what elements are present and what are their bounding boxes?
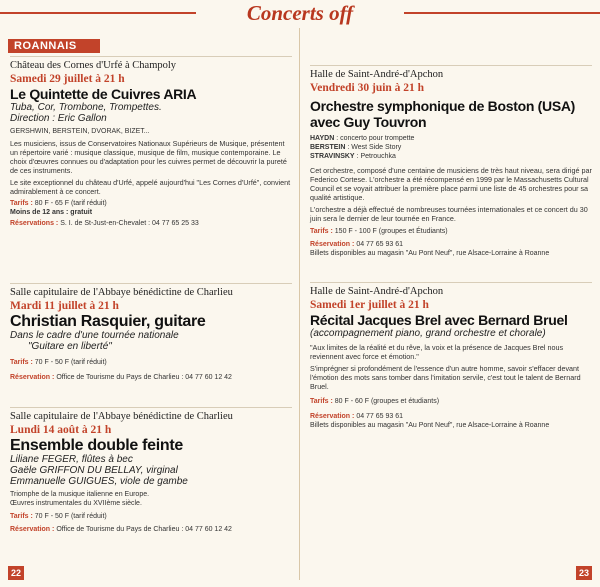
tarifs-value: 150 F - 100 F (groupes et Étudiants) [334, 228, 448, 235]
event-venue: Salle capitulaire de l'Abbaye bénédictine de Charlieu [10, 407, 292, 423]
event-subtitle: Gaële GRIFFON DU BELLAY, virginal [10, 465, 178, 476]
reservation-value: S. I. de St-Just-en-Chevalet : 04 77 65 25 33 [60, 220, 199, 227]
event-venue: Château des Cornes d'Urfé à Champoly [10, 56, 292, 72]
event-venue: Halle de Saint-André-d'Apchon [310, 65, 592, 81]
header-rule-right [404, 12, 600, 14]
event-subtitle: Emmanuelle GUIGUES, viole de gambe [10, 476, 188, 487]
reservation-value: 04 77 65 93 61 [356, 241, 404, 248]
program-work: : Petrouchka [356, 153, 396, 160]
event-reservation [10, 373, 292, 382]
tarifs-label: Tarifs : [310, 398, 333, 405]
event-date: Samedi 1er juillet à 21 h [310, 299, 429, 311]
event-subtitle: (accompagnement piano, grand orchestre et chorale) [310, 328, 546, 339]
tarifs-label: Tarifs : [310, 228, 333, 235]
tarifs-value: 80 F - 65 F (tarif réduit) [34, 200, 107, 207]
event-reservation [310, 240, 592, 249]
event-description: Œuvres instrumentales du XVIIème siècle. [10, 500, 142, 507]
reservation-value: Office de Tourisme du Pays de Charlieu : 04 77 60 12 42 [56, 374, 232, 381]
event-tarifs [310, 227, 592, 236]
tarifs-label: Tarifs : [10, 359, 33, 366]
event-description: L'orchestre a déjà effectué de nombreuses tournées internationales et ce concert du 30 juin sera le dernier de leur tournée en France. [310, 205, 588, 223]
event-date: Mardi 11 juillet à 21 h [10, 300, 119, 312]
event-title: Récital Jacques Brel avec Bernard Bruel [310, 312, 568, 328]
event-venue: Halle de Saint-André-d'Apchon [310, 282, 592, 298]
program-list [310, 134, 592, 161]
event-reservation [10, 219, 292, 228]
event-subtitle: Direction : Eric Gallon [10, 113, 107, 124]
tarifs-value: 70 F - 50 F (tarif réduit) [34, 513, 107, 520]
event-subtitle: Tuba, Cor, Trombone, Trompettes. [10, 102, 162, 113]
event-description: Triomphe de la musique italienne en Europe. [10, 491, 150, 498]
reservation-label: Réservation : [10, 374, 55, 381]
event-tarifs [310, 397, 592, 406]
event-description: S'imprégner si profondément de l'essence d'un autre homme, savoir s'effacer devant l'émotion des mots sans tomber dans l'imitation servile, c'est tout le talent de Bernard Bruel. [310, 364, 581, 391]
region-label: ROANNAIS [8, 39, 100, 53]
reservation-label: Réservation : [310, 413, 355, 420]
reservation-extra: Billets disponibles au magasin "Au Pont Neuf", rue Alsace-Lorraine à Roanne [310, 250, 550, 257]
program-item [310, 134, 592, 143]
page-title: Concerts off [246, 1, 354, 25]
event-tarifs [10, 358, 292, 367]
page-gutter [299, 28, 300, 580]
program-composer: BERSTEIN [310, 144, 346, 151]
reservation-label: Réservation : [10, 526, 55, 533]
program-work: : West Side Story [347, 144, 402, 151]
event-title: Ensemble double feinte [10, 437, 183, 454]
event-venue: Salle capitulaire de l'Abbaye bénédictine de Charlieu [10, 283, 292, 299]
reservation-label: Réservations : [10, 220, 59, 227]
event-card [10, 407, 292, 534]
event-date: Samedi 29 juillet à 21 h [10, 73, 125, 85]
event-card [310, 65, 592, 258]
event-card [310, 282, 592, 430]
tarifs-value: 80 F - 60 F (groupes et étudiants) [334, 398, 440, 405]
tarifs-extra: Moins de 12 ans : gratuit [10, 209, 93, 216]
program-item [310, 152, 592, 161]
reservation-value: 04 77 65 93 61 [356, 413, 404, 420]
program-composer: STRAVINSKY [310, 153, 355, 160]
tarifs-label: Tarifs : [10, 200, 33, 207]
header-rule-left [0, 12, 196, 14]
page-number-right: 23 [576, 566, 592, 580]
tarifs-value: 70 F - 50 F (tarif réduit) [34, 359, 107, 366]
event-tarifs [10, 199, 292, 208]
event-tarifs [10, 512, 292, 521]
tarifs-label: Tarifs : [10, 513, 33, 520]
reservation-label: Réservation : [310, 241, 355, 248]
event-composers: GERSHWIN, BERSTEIN, DVORAK, BIZET... [10, 128, 150, 135]
event-description: Les musiciens, issus de Conservatoires Nationaux Supérieurs de Musique, présentent un répertoire varié : musique classique, musique de film, musique contemporaine. Le choix d'œuvres connues ou d'adaptation pour les cuivres permet de découvrir la pureté de ces instruments. [10, 139, 287, 175]
program-item [310, 143, 592, 152]
reservation-value: Office de Tourisme du Pays de Charlieu : 04 77 60 12 42 [56, 526, 232, 533]
program-work: : concerto pour trompette [336, 135, 415, 142]
event-date: Vendredi 30 juin à 21 h [310, 82, 425, 94]
event-subtitle: "Guitare en liberté" [28, 341, 112, 352]
event-card [10, 56, 292, 228]
event-subtitle: Liliane FEGER, flûtes à bec [10, 454, 133, 465]
event-description: Cet orchestre, composé d'une centaine de musiciens de très haut niveau, sera dirigé par Federico Cortese. L'orchestre a été récompensé en 1999 par le Massachusetts Cultural Council et se voyait attribuer la première place parmi une liste de 45 orchestres pour sa qualité artistique. [310, 166, 592, 202]
reservation-extra: Billets disponibles au magasin "Au Pont Neuf", rue Alsace-Lorraine à Roanne [310, 422, 550, 429]
page-header [0, 0, 600, 26]
event-description: Le site exceptionnel du château d'Urfé, appelé aujourd'hui "Les Cornes d'Urfé", convient admirablement à ce concert. [10, 178, 291, 196]
event-reservation [10, 525, 292, 534]
event-title: Orchestre symphonique de Boston (USA) avec Guy Touvron [310, 98, 576, 130]
event-date: Lundi 14 août à 21 h [10, 424, 112, 436]
event-title: Le Quintette de Cuivres ARIA [10, 86, 197, 102]
event-description: "Aux limites de la réalité et du rêve, la voix et la présence de Jacques Brel nous reviennent avec force et émotion." [310, 343, 564, 361]
page-number-left: 22 [8, 566, 24, 580]
event-subtitle: Dans le cadre d'une tournée nationale [10, 330, 179, 341]
event-reservation [310, 412, 592, 421]
program-composer: HAYDN [310, 135, 335, 142]
event-card [10, 283, 292, 382]
event-title: Christian Rasquier, guitare [10, 313, 206, 330]
